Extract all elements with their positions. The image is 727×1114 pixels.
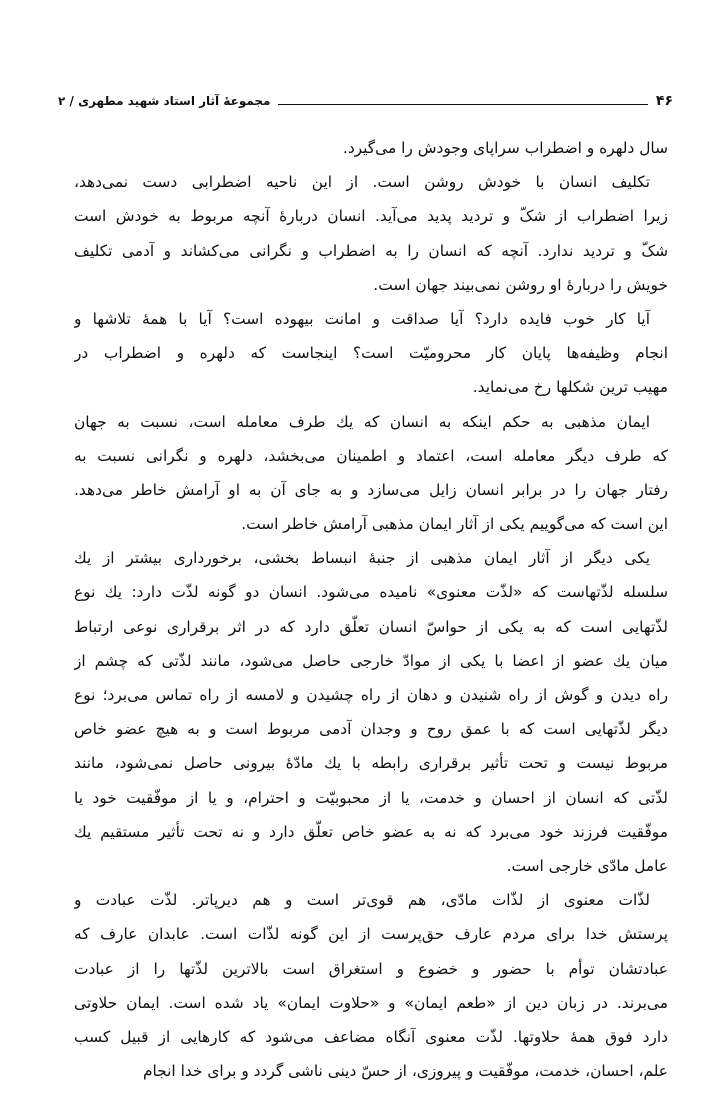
paragraph	[74, 883, 668, 1088]
text-line: رفتار جهان را در برابر انسان زایل می‌سازد و به جای آن به او آرامش خاطر می‌دهد.	[74, 480, 668, 499]
text-line: میان یك عضو از اعضا با یکی از موادّ خارجی حاصل می‌شود، مانند لذّتی که چشم از	[74, 651, 668, 670]
text-line: دارد فوق همهٔ حلاوتها. لذّت معنوی آنگاه مضاعف می‌شود که کارهایی از قبیل کسب	[74, 1027, 668, 1046]
text-line: آیا کار خوب فایده دارد؟ آیا صداقت و امانت بیهوده است؟ آیا با همهٔ تلاشها و	[74, 309, 650, 328]
text-line: سال دلهره و اضطراب سراپای وجودش را می‌گیرد.	[342, 139, 668, 157]
paragraph	[74, 165, 668, 302]
text-line: لذّتی که انسان از احسان و خدمت، یا از محبوبیّت و احترام، و یا از موفّقیت خود یا	[74, 788, 668, 807]
paragraph	[74, 131, 668, 165]
text-line: عبادتشان توأم با حضور و خضوع و استغراق است بالاترین لذّتها را از عبادت	[74, 959, 668, 978]
text-line: سلسله لذّتهاست که «لذّت معنوی» نامیده می‌شود. انسان دو گونه لذّت دارد: یك نوع	[74, 583, 668, 602]
text-line: انجام وظیفه‌ها پایان کار محرومیّت است؟ اینجاست که دلهره و اضطراب در	[74, 344, 668, 363]
paragraph	[74, 302, 668, 405]
text-line: ایمان مذهبی به حکم اینکه به انسان که یك طرف معامله است، نسبت به جهان	[74, 412, 650, 431]
text-line: لذّتهایی است که به یکی از حواسّ انسان تعلّق دارد که در اثر برقراری نوعی ارتباط	[74, 617, 668, 636]
text-line: تکلیف انسان با خودش روشن است. از این ناحیه اضطرابی دست نمی‌دهد،	[74, 173, 650, 192]
body-text	[74, 131, 668, 1088]
text-line: موفّقیت فرزند خود می‌برد که نه به عضو خاص تعلّق دارد و نه تحت تأثیر مستقیم یك	[74, 822, 668, 841]
text-line: شکّ و تردید ندارد. آنچه که انسان را به اضطراب و نگرانی می‌کشاند و آدمی تکلیف	[74, 241, 668, 260]
page-number: ۴۶	[655, 93, 673, 109]
text-line: خویش را دربارهٔ او روشن نمی‌بیند جهان است.	[373, 275, 668, 294]
text-line: یکی دیگر از آثار ایمان مذهبی از جنبهٔ انبساط بخشی، برخورداری بیشتر از یك	[74, 549, 650, 568]
text-line: عامل مادّی خارجی است.	[506, 856, 668, 875]
page-header	[58, 90, 673, 112]
paragraph	[74, 405, 668, 542]
text-line: پرستش خدا برای مردم عارف حق‌پرست از این گونه لذّات است. عابدان عارف که	[74, 925, 668, 944]
running-title: مجموعهٔ آثار استاد شهید مطهری / ۲	[58, 94, 271, 108]
text-line: راه دیدن و گوش از راه شنیدن و دهان از راه چشیدن و لامسه از راه تماس می‌برد؛ نوع	[74, 686, 668, 704]
text-line: این است که می‌گوییم یکی از آثار ایمان مذهبی آرامش خاطر است.	[241, 515, 668, 534]
text-line: دیگر لذّتهایی است که با عمق روح و وجدان آدمی مربوط است و به هیچ عضو خاص	[74, 720, 668, 739]
text-line: لذّات معنوی از لذّات مادّی، هم قوی‌تر است و هم دیرپاتر. لذّت عبادت و	[74, 891, 650, 910]
text-line: مربوط نیست و تحت تأثیر برقراری رابطه با یك مادّهٔ بیرونی حاصل نمی‌شود، مانند	[74, 754, 668, 773]
text-line: زیرا اضطراب از شکّ و تردید پدید می‌آید. انسان دربارهٔ آنچه مربوط به خودش است	[74, 207, 668, 226]
text-line: که طرف دیگر معامله است، اعتماد و اطمینان می‌بخشد، دلهره و نگرانی نسبت به	[74, 446, 668, 465]
header-rule	[278, 104, 647, 105]
text-line: مهیب ترین شکلها رخ می‌نماید.	[472, 378, 668, 397]
text-line: می‌برند. در زبان دین از «طعم ایمان» و «حلاوت ایمان» یاد شده است. ایمان حلاوتی	[74, 993, 668, 1012]
paragraph	[74, 541, 668, 883]
text-line: علم، احسان، خدمت، موفّقیت و پیروزی، از حسّ دینی ناشی گردد و برای خدا انجام	[143, 1062, 668, 1081]
